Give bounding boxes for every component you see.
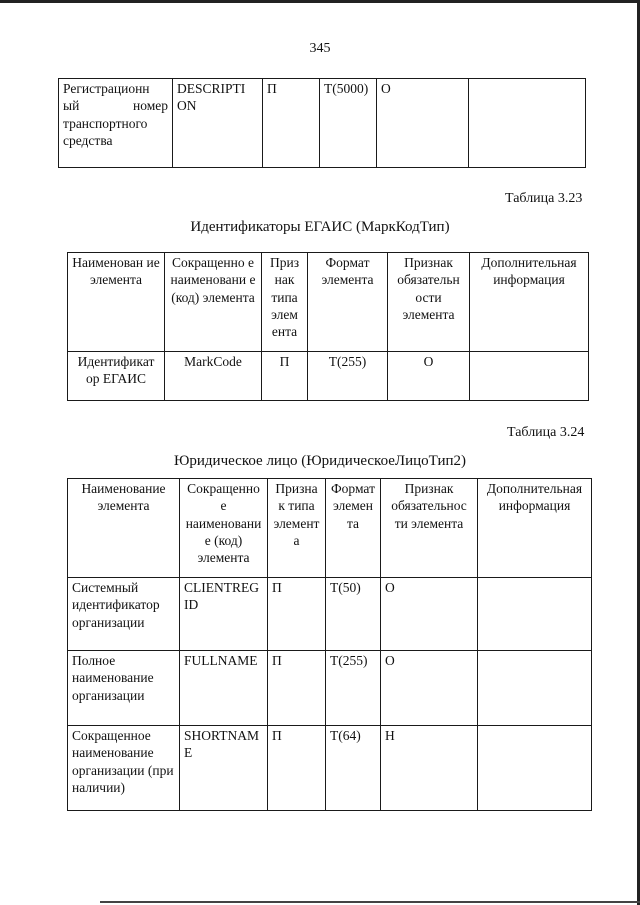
table-cell: CLIENTREG ID [180,578,268,651]
table-cell: П [268,578,326,651]
table-cell: Полное наименование организации [68,651,180,726]
element-format-cell: T(5000) [320,79,377,168]
table-header-row [68,253,589,352]
table-row [68,578,592,651]
table-cell: О [388,352,470,401]
table-row [59,79,586,168]
column-header: Формат элемен та [326,479,381,578]
table-cell: SHORTNAM E [180,726,268,811]
element-info-cell [469,79,586,168]
column-header: Приз нак типа элем ента [262,253,308,352]
table-cell: О [381,651,478,726]
table-number: Таблица 3.24 [507,425,585,440]
column-header: Наименование элемента [68,479,180,578]
table-cell: Сокращенное наименование организации (при наличии) [68,726,180,811]
column-header: Формат элемента [308,253,388,352]
table-cell: T(255) [326,651,381,726]
table-title: Юридическое лицо (ЮридическоеЛицоТип2) [173,453,466,469]
element-name-part: ый [63,98,80,114]
page-frame-bottom [100,901,640,903]
table-cell [470,352,589,401]
element-name-line: средства [63,132,113,148]
table-header-row [68,479,592,578]
table-cell: MarkCode [165,352,262,401]
table-cell [478,578,592,651]
table-cell: П [268,651,326,726]
table-cell: T(64) [326,726,381,811]
page-frame-top [0,0,640,3]
column-header: Дополнительная информация [470,253,589,352]
column-header: Призна к типа элемент а [268,479,326,578]
table-3-24 [67,478,592,811]
table-cell: T(255) [308,352,388,401]
continuation-table [58,78,586,168]
element-name-line: Регистрационн [63,81,150,96]
table-cell: П [268,726,326,811]
table-cell [478,726,592,811]
table-cell: FULLNAME [180,651,268,726]
column-header: Дополнительная информация [478,479,592,578]
column-header: Сокращенно е наименовани е (код) элемента [165,253,262,352]
table-row [68,726,592,811]
element-name-line [63,97,168,114]
table-cell: Идентификат ор ЕГАИС [68,352,165,401]
column-header: Признак обязательн ости элемента [388,253,470,352]
table-cell: О [381,578,478,651]
table-3-23 [67,252,589,401]
column-header: Наименован ие элемента [68,253,165,352]
column-header: Признак обязательнос ти элемента [381,479,478,578]
table-cell: Н [381,726,478,811]
element-name-line: транспортного [63,115,148,131]
table-cell: Системный идентификатор организации [68,578,180,651]
page-number: 345 [309,41,331,56]
table-row [68,352,589,401]
element-name-cell [59,79,173,168]
table-cell: T(50) [326,578,381,651]
column-header: Сокращенно е наименовани е (код) элемента [180,479,268,578]
table-cell: П [262,352,308,401]
table-cell [478,651,592,726]
element-code-cell: DESCRIPTI ON [173,79,263,168]
element-name-part: номер [132,98,168,114]
element-required-cell: О [377,79,469,168]
table-number: Таблица 3.23 [505,191,583,206]
element-type-cell: П [263,79,320,168]
table-title: Идентификаторы ЕГАИС (МаркКодТип) [190,219,450,235]
table-row [68,651,592,726]
